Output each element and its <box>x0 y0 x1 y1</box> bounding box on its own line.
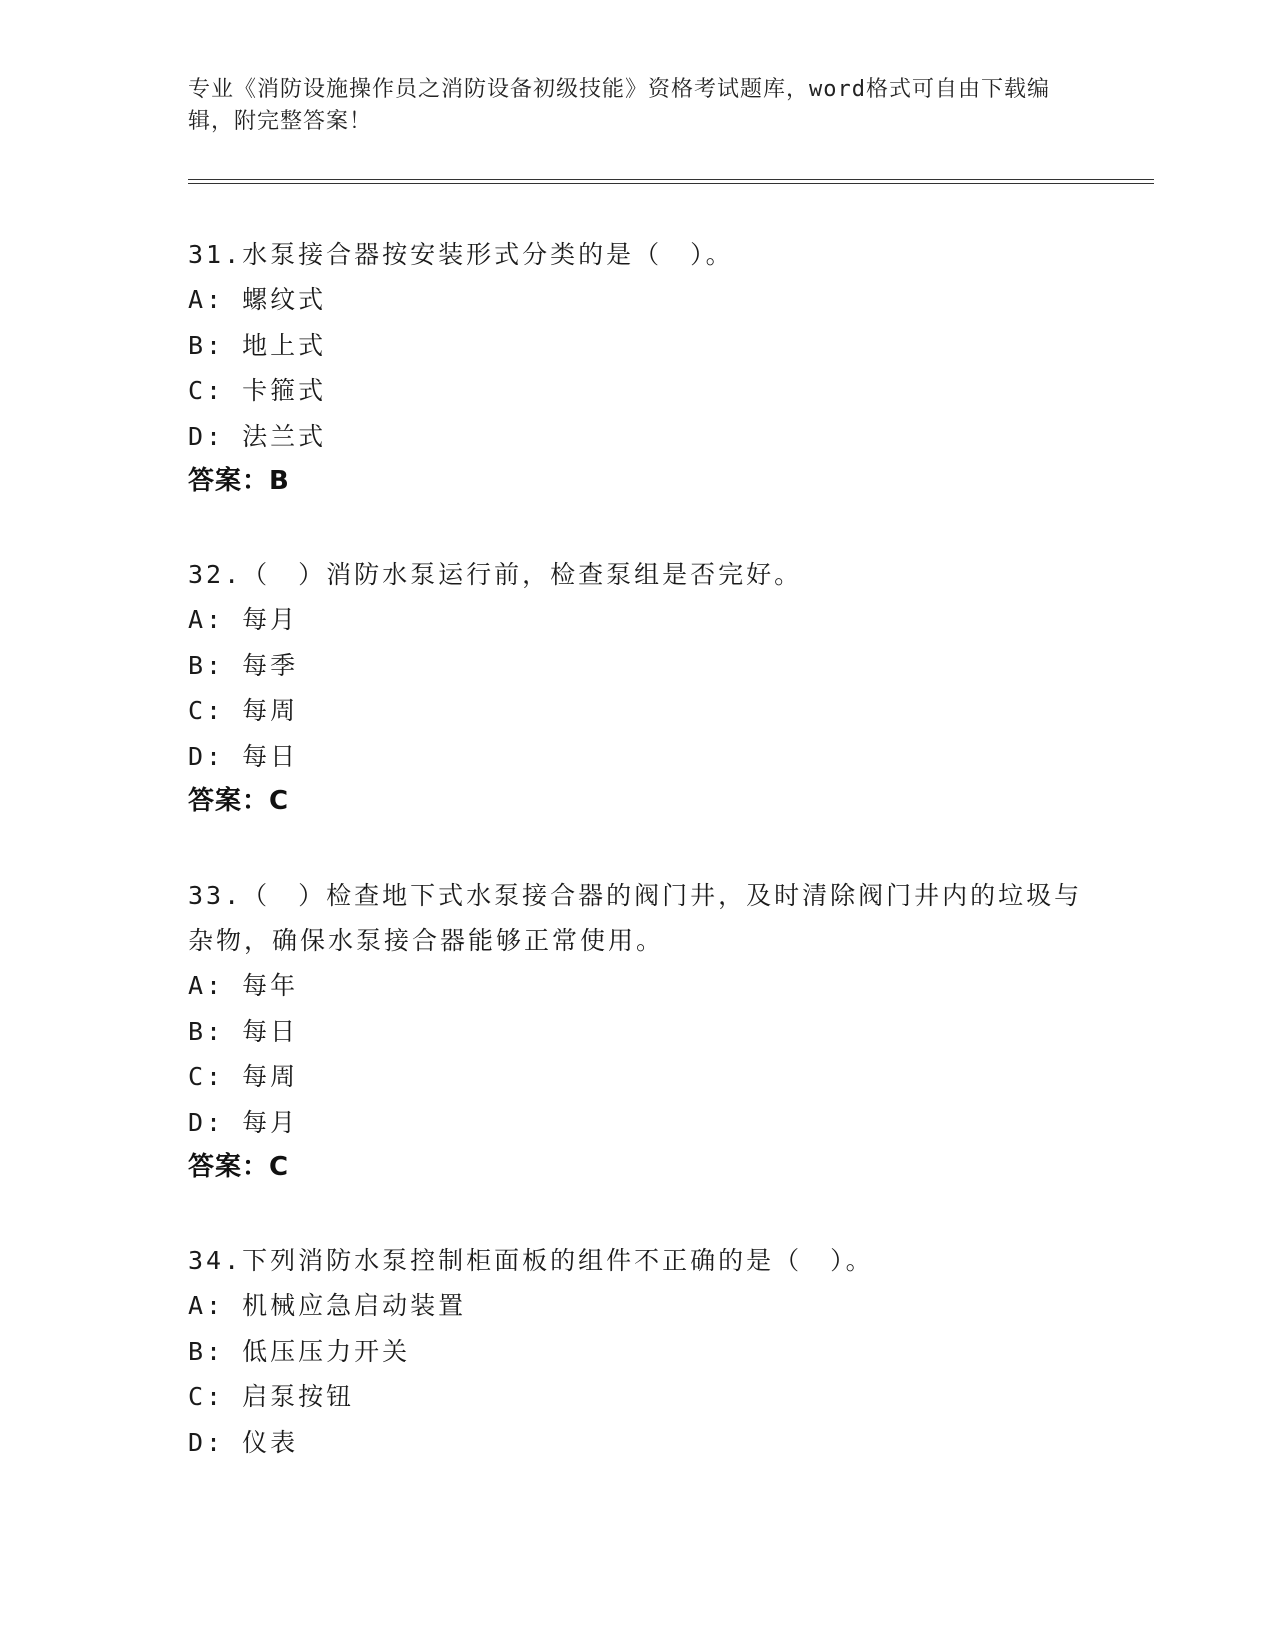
option-b: B: 每季 <box>188 650 299 680</box>
question-stem: 31.水泵接合器按安装形式分类的是（ ）。 <box>188 240 734 269</box>
option-c: C: 卡箍式 <box>188 376 327 405</box>
question-33 <box>188 873 1088 1190</box>
option-d: D: 每日 <box>188 741 299 771</box>
question-stem: 33.（ ）检查地下式水泵接合器的阀门井，及时清除阀门井内的垃圾与杂物，确保水泵接合器能够正常使用。 <box>188 881 1083 955</box>
option-a: A: 每月 <box>188 605 299 634</box>
document-intro: 专业《消防设施操作员之消防设备初级技能》资格考试题库，word格式可自由下载编辑，附完整答案！ <box>188 77 1050 134</box>
question-stem: 34.下列消防水泵控制柜面板的组件不正确的是（ ）。 <box>188 1246 874 1275</box>
option-b: B: 地上式 <box>188 330 327 360</box>
option-c: C: 每周 <box>188 1062 299 1091</box>
option-a: A: 机械应急启动装置 <box>188 1291 467 1320</box>
option-d: D: 每月 <box>188 1107 299 1137</box>
answer-label: 答案：C <box>188 786 290 816</box>
question-stem: 32.（ ）消防水泵运行前，检查泵组是否完好。 <box>188 560 803 589</box>
answer-label: 答案：B <box>188 466 290 496</box>
option-d: D: 法兰式 <box>188 421 327 451</box>
option-c: C: 启泵按钮 <box>188 1382 355 1411</box>
option-a: A: 每年 <box>188 971 299 1000</box>
question-32 <box>188 552 1088 824</box>
option-a: A: 螺纹式 <box>188 285 327 314</box>
option-b: B: 每日 <box>188 1016 299 1046</box>
header-divider-bottom <box>188 183 1154 184</box>
question-31 <box>188 232 1088 504</box>
header-divider-top <box>188 179 1154 180</box>
option-d: D: 仪表 <box>188 1427 299 1457</box>
question-34 <box>188 1238 1088 1465</box>
option-b: B: 低压压力开关 <box>188 1336 411 1366</box>
answer-label: 答案：C <box>188 1152 290 1182</box>
option-c: C: 每周 <box>188 696 299 725</box>
